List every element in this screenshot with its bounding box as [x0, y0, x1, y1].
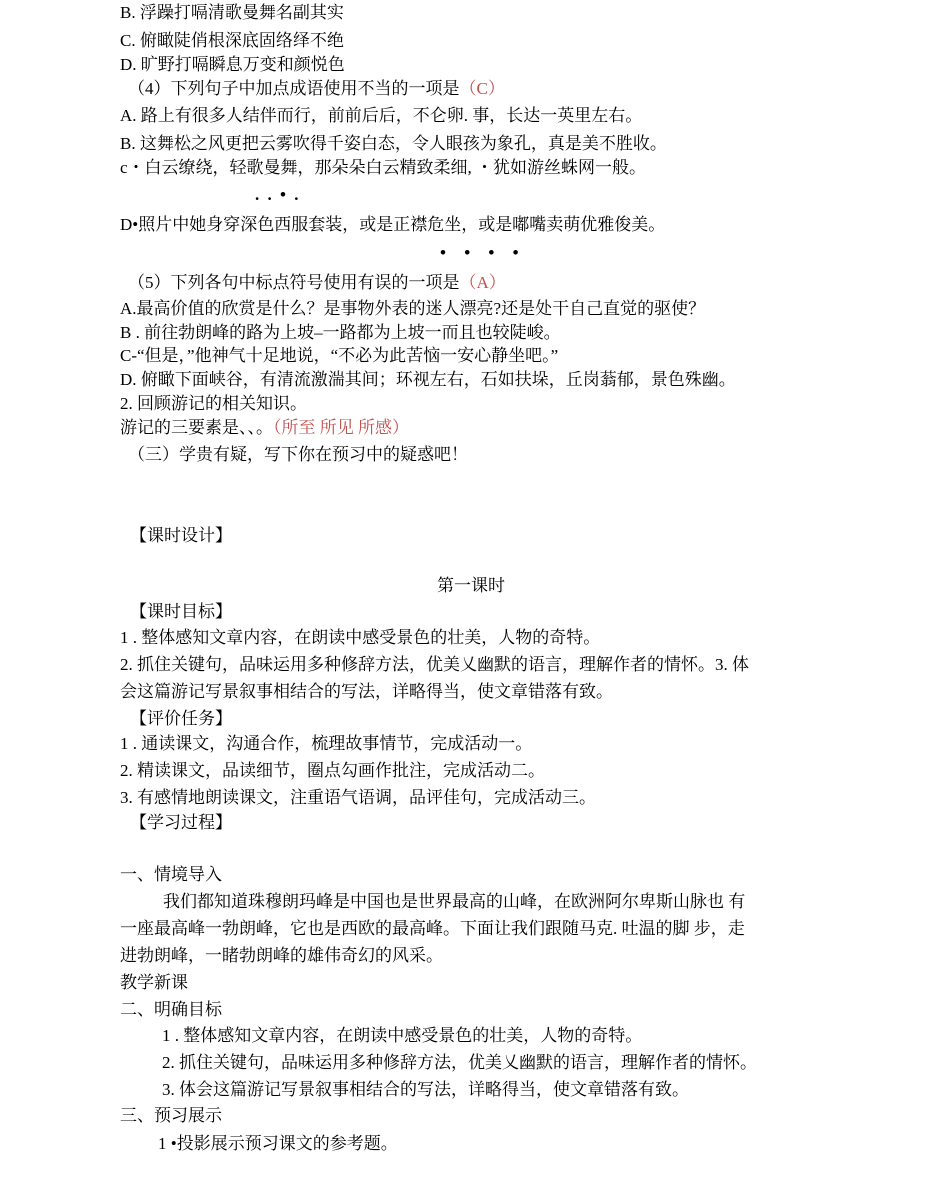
first-lesson-title: 第一课时 [437, 576, 505, 595]
travel-elements-answer: （所至 所见 所感） [273, 418, 409, 437]
q4-option-b: B. 这舞松之风更把云雾吹得千姿白态，令人眼孩为象孔，真是美不胜收。 [120, 134, 667, 153]
q5-answer: （A） [459, 273, 506, 292]
intro-paragraph-line-1: 我们都知道珠穆朗玛峰是中国也是世界最高的山峰，在欧洲阿尔卑斯山脉也 有 [163, 892, 746, 911]
objective-3: 3. 体会这篇游记写景叙事相结合的写法，详略得当，使文章错落有致。 [162, 1080, 689, 1099]
q5-stem: （5）下列各句中标点符号使用有误的一项是 [128, 273, 460, 292]
q4-question [128, 78, 505, 100]
travel-elements-prefix: 游记的三要素是、、。 [120, 418, 273, 437]
q5-option-d: D. 俯瞰下面峡谷，有清流激湍其间；环视左右，石如扶垛，丘岗蓊郁，景色殊幽。 [120, 370, 736, 389]
q5-question [128, 272, 506, 294]
objective-1: 1 . 整体感知文章内容，在朗读中感受景色的壮美，人物的奇特。 [162, 1026, 643, 1045]
intro-paragraph-line-3: 进勃朗峰，一睹勃朗峰的雄伟奇幻的风采。 [120, 946, 443, 965]
doubt-prompt: （三）学贵有疑，写下你在预习中的疑惑吧！ [128, 445, 468, 464]
q4-option-c: c・白云缭绕，轻歌曼舞，那朵朵白云精致柔细, ・犹如游丝蛛网一般。 [120, 158, 647, 177]
lesson-design-heading: 【课时设计】 [130, 526, 232, 545]
q5-option-c: C-“但是，”他神气十足地说，“不必为此苦恼一安心静坐吧。” [120, 346, 559, 365]
goal-2-continued: 会这篇游记写景叙事相结合的写法，详略得当，使文章错落有致。 [120, 682, 613, 701]
objective-2: 2. 抓住关键句，品味运用多种修辞方法，优美乂幽默的语言，理解作者的情怀。 [162, 1053, 757, 1072]
intro-paragraph-line-2: 一座最高峰一勃朗峰，它也是西欧的最高峰。下面让我们跟随马克. 吐温的脚 步，走 [120, 919, 745, 938]
review-item: 2. 回顾游记的相关知识。 [120, 394, 307, 413]
q3-option-d: D. 旷野打嗝瞬息万变和颜悦色 [120, 55, 345, 74]
q5-option-b: B . 前往勃朗峰的路为上坡–一路都为上坡一而且也较陡峻。 [120, 323, 561, 342]
q4-answer: （C） [459, 79, 505, 98]
section-1-heading: 一、情境导入 [120, 865, 222, 884]
travel-elements-line [120, 417, 409, 439]
q4-stem: （4）下列句子中加点成语使用不当的一项是 [128, 79, 460, 98]
goal-2: 2. 抓住关键句，品味运用多种修辞方法，优美乂幽默的语言，理解作者的情怀。3. 体 [120, 655, 749, 674]
preview-item-1: 1 •投影展示预习课文的参考题。 [158, 1134, 398, 1153]
section-3-heading: 三、预习展示 [120, 1106, 222, 1125]
emphasis-dots-d: • • • • [440, 243, 526, 262]
new-lesson-label: 教学新课 [120, 973, 188, 992]
task-1: 1 . 通读课文，沟通合作，梳理故事情节，完成活动一。 [120, 734, 533, 753]
goals-heading: 【课时目标】 [130, 602, 232, 621]
task-3: 3. 有感情地朗读课文，注重语气语调，品评佳句，完成活动三。 [120, 788, 596, 807]
goal-1: 1 . 整体感知文章内容，在朗读中感受景色的壮美，人物的奇特。 [120, 628, 601, 647]
task-2: 2. 精读课文，品读细节，圈点勾画作批注，完成活动二。 [120, 761, 545, 780]
q3-option-b: B. 浮躁打嗝清歌曼舞名副其实 [120, 3, 344, 22]
emphasis-dots-c: . . • . [255, 185, 301, 204]
q3-option-c: C. 俯瞰陡俏根深底固络绎不绝 [120, 31, 344, 50]
q4-option-d: D•照片中她身穿深色西服套装，或是正襟危坐，或是嘟嘴卖萌优雅俊美。 [120, 215, 666, 234]
process-heading: 【学习过程】 [130, 813, 232, 832]
tasks-heading: 【评价任务】 [130, 709, 232, 728]
q4-option-a: A. 路上有很多人结伴而行，前前后后，不仑卵. 事，长达一英里左右。 [120, 106, 643, 125]
section-2-heading: 二、明确目标 [120, 1000, 222, 1019]
q5-option-a: A.最高价值的欣赏是什么？是事物外表的迷人漂亮?还是处干自己直觉的驱使？ [120, 299, 706, 318]
